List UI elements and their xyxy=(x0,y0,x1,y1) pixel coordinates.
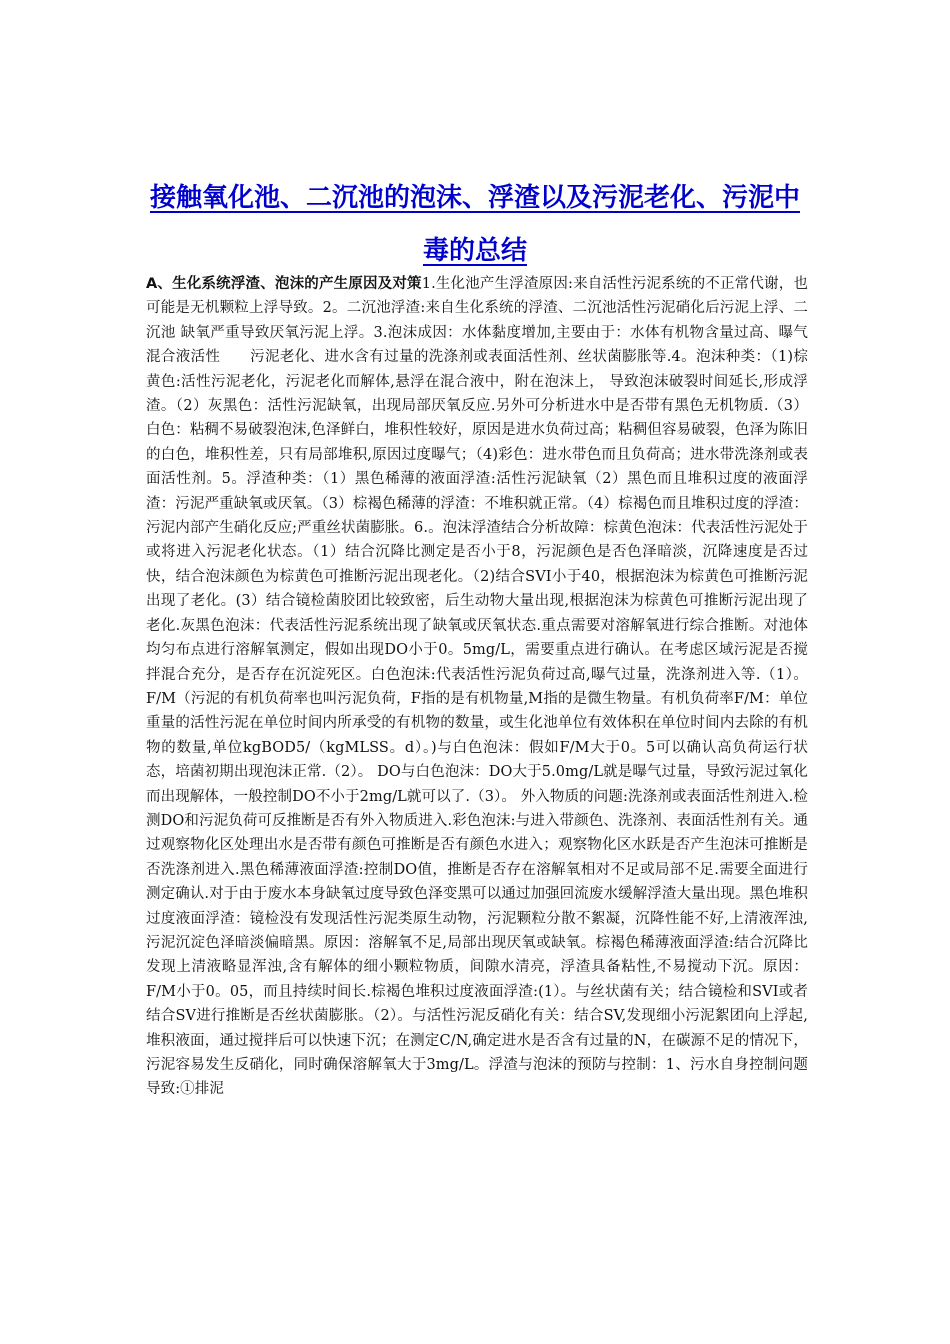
section-heading: A、生化系统浮渣、泡沫的产生原因及对策 xyxy=(146,276,422,292)
document-body xyxy=(146,272,808,1102)
body-text: 1.生化池产生浮渣原因:来自活性污泥系统的不正常代谢，也可能是无机颗粒上浮导致。2。二沉池浮渣:来自生化系统的浮渣、二沉池活性污泥硝化后污泥上浮、二沉池 缺氧严重导致厌氧污泥上浮。3.泡沫成因：水体黏度增加,主要由于：水体有机物含量过高、曝气混合液活性 污泥老化、进水含有过量的洗涤剂或表面活性剂、丝状菌膨胀等.4。泡沫种类：（1)棕黄色:活性污泥老化，污泥老化而解体,悬浮在混合液中，附在泡沫上， 导致泡沫破裂时间延长,形成浮渣。（2）灰黑色：活性污泥缺氧，出现局部厌氧反应.另外可分析进水中是否带有黑色无机物质.（3）白色：粘稠不易破裂泡沫,色泽鲜白，堆积性较好，原因是进水负荷过高；粘稠但容易破裂，色泽为陈旧的白色，堆积性差，只有局部堆积,原因过度曝气；（4)彩色：进水带色而且负荷高；进水带洗涤剂或表面活性剂。5。浮渣种类：（1）黑色稀薄的液面浮渣:活性污泥缺氧（2）黑色而且堆积过度的液面浮渣：污泥严重缺氧或厌氧。（3）棕褐色稀薄的浮渣：不堆积就正常。（4）棕褐色而且堆积过度的浮渣：污泥内部产生硝化反应;严重丝状菌膨胀。6.。泡沫浮渣结合分析故障：棕黄色泡沫：代表活性污泥处于或将进入污泥老化状态。（1）结合沉降比测定是否小于8，污泥颜色是否色泽暗淡，沉降速度是否过快，结合泡沫颜色为棕黄色可推断污泥出现老化。（2)结合SVI小于40，根据泡沫为棕黄色可推断污泥出现了老化。(3）结合镜检菌胶团比较致密，后生动物大量出现,根据泡沫为棕黄色可推断污泥出现了老化.灰黑色泡沫：代表活性污泥系统出现了缺氧或厌氧状态.重点需要对溶解氧进行综合推断。对池体均匀布点进行溶解氧测定，假如出现DO小于0。5mg/L，需要重点进行确认。在考虑区域污泥是否搅拌混合充分，是否存在沉淀死区。白色泡沫:代表活性污泥负荷过高,曝气过量，洗涤剂进入等.（1）。 F/M（污泥的有机负荷率也叫污泥负荷，F指的是有机物量,M指的是微生物量。有机负荷率F/M：单位重量的活性污泥在单位时间内所承受的有机物的数量，或生化池单位有效体积在单位时间内去除的有机物的数量,单位kgBOD5/（kgMLSS。d）。)与白色泡沫：假如F/M大于0。5可以确认高负荷运行状态，培菌初期出现泡沫正常.（2）。 DO与白色泡沫：DO大于5.0mg/L就是曝气过量，导致污泥过氧化而出现解体，一般控制DO不小于2mg/L就可以了.（3）。 外入物质的问题:洗涤剂或表面活性剂进入.检测DO和污泥负荷可反推断是否有外入物质进入.彩色泡沫:与进入带颜色、洗涤剂、表面活性剂有关。通过观察物化区处理出水是否带有颜色可推断是否有颜色水进入；观察物化区水跃是否产生泡沫可推断是否洗涤剂进入.黑色稀薄液面浮渣:控制DO值，推断是否存在溶解氧相对不足或局部不足.需要全面进行测定确认.对于由于废水本身缺氧过度导致色泽变黑可以通过加强回流废水缓解浮渣大量出现。黑色堆积过度液面浮渣：镜检没有发现活性污泥类原生动物，污泥颗粒分散不絮凝，沉降性能不好,上清液浑浊,污泥沉淀色泽暗淡偏暗黑。原因：溶解氧不足,局部出现厌氧或缺氧。棕褐色稀薄液面浮渣:结合沉降比发现上清液略显浑浊,含有解体的细小颗粒物质，间隙水清亮，浮渣具备粘性,不易搅动下沉。原因：F/M小于0。05，而且持续时间长.棕褐色堆积过度液面浮渣:(1）。与丝状菌有关；结合镜检和SVI或者结合SV进行推断是否丝状菌膨胀。（2）。与活性污泥反硝化有关：结合SV,发现细小污泥絮团向上浮起,堆积液面，通过搅拌后可以快速下沉；在测定C/N,确定进水是否含有过量的N，在碳源不足的情况下，污泥容易发生反硝化，同时确保溶解氧大于3mg/L。浮渣与泡沫的预防与控制：1、污水自身控制问题导致:①排泥 xyxy=(146,276,808,1098)
document-title: 接触氧化池、二沉池的泡沫、浮渣以及污泥老化、污泥中毒的总结 xyxy=(149,183,800,266)
